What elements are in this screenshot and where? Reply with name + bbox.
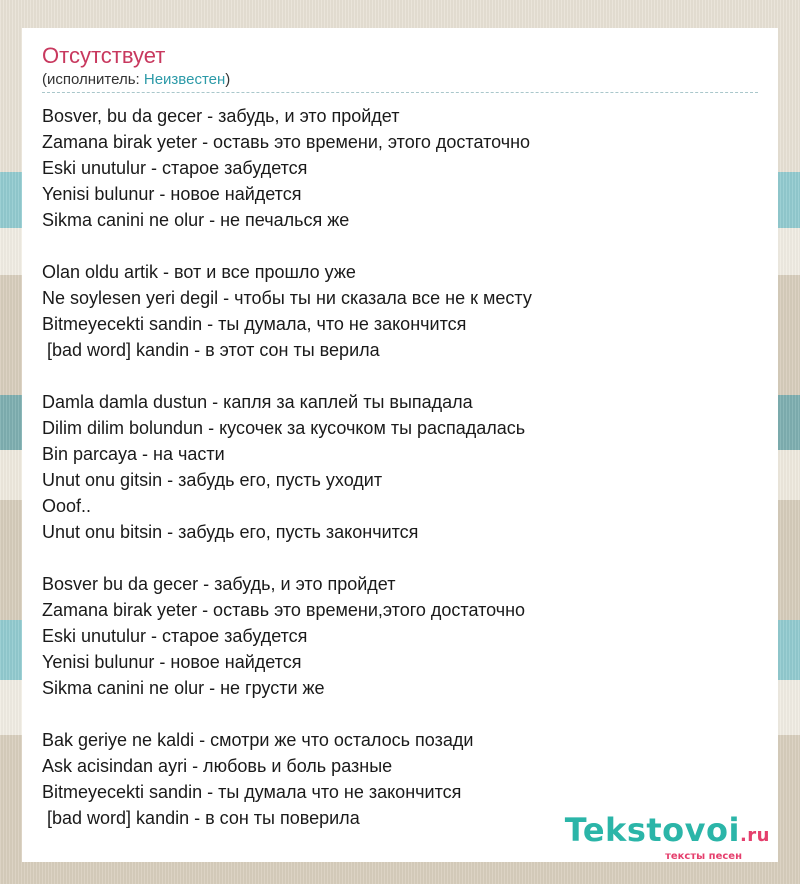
lyric-line: Zamana birak yeter - оставь это времени, этого достаточно <box>42 132 531 152</box>
site-logo[interactable] <box>565 813 770 862</box>
lyric-line: Dilim dilim bolundun - кусочек за кусочком ты распадалась <box>42 418 526 438</box>
artist-line <box>42 70 758 93</box>
lyric-spacer <box>42 545 758 571</box>
lyric-line: Bin parcaya - на части <box>42 444 225 464</box>
lyric-line: Yenisi bulunur - новое найдется <box>42 652 302 672</box>
lyric-line: Unut onu bitsin - забудь его, пусть закончится <box>42 522 419 542</box>
lyric-line: Bosver bu da gecer - забудь, и это пройдет <box>42 574 396 594</box>
logo-wordmark: Tekstovoi <box>564 811 740 849</box>
lyric-line: Zamana birak yeter - оставь это времени,этого достаточно <box>42 600 526 620</box>
lyric-line: Sikma canini ne olur - не грусти же <box>42 678 325 698</box>
lyric-line: Bitmeyecekti sandin - ты думала что не закончится <box>42 782 462 802</box>
lyric-line: Bosver, bu da gecer - забудь, и это пройдет <box>42 106 400 126</box>
lyric-line: Bak geriye ne kaldi - смотри же что осталось позади <box>42 730 474 750</box>
lyric-line: Unut onu gitsin - забудь его, пусть уходит <box>42 470 383 490</box>
lyric-line: [bad word] kandin - в сон ты поверила <box>42 808 360 828</box>
lyric-spacer <box>42 363 758 389</box>
logo-domain: .ru <box>739 825 770 846</box>
lyric-line: Ooof.. <box>42 496 92 516</box>
lyric-line: Ask acisindan ayri - любовь и боль разные <box>42 756 393 776</box>
lyric-line: Bitmeyecekti sandin - ты думала, что не закончится <box>42 314 467 334</box>
lyric-line: [bad word] kandin - в этот сон ты верила <box>42 340 380 360</box>
artist-suffix: ) <box>225 71 231 88</box>
lyric-line: Sikma canini ne olur - не печалься же <box>42 210 350 230</box>
song-title: Отсутствует <box>42 43 166 68</box>
lyric-spacer <box>42 701 758 727</box>
lyric-line: Eski unutulur - старое забудется <box>42 158 308 178</box>
lyric-line: Ne soylesen yeri degil - чтобы ты ни сказала все не к месту <box>42 288 532 308</box>
lyric-spacer <box>42 233 758 259</box>
artist-link[interactable]: Неизвестен <box>143 71 226 88</box>
lyric-line: Yenisi bulunur - новое найдется <box>42 184 302 204</box>
lyric-line: Damla damla dustun - капля за каплей ты выпадала <box>42 392 473 412</box>
artist-prefix: (исполнитель: <box>42 71 144 88</box>
logo-tagline: тексты песен <box>665 851 742 862</box>
lyric-line: Olan oldu artik - вот и все прошло уже <box>42 262 356 282</box>
lyric-line: Eski unutulur - старое забудется <box>42 626 308 646</box>
lyrics-card <box>22 28 778 862</box>
lyrics-text <box>42 103 758 831</box>
